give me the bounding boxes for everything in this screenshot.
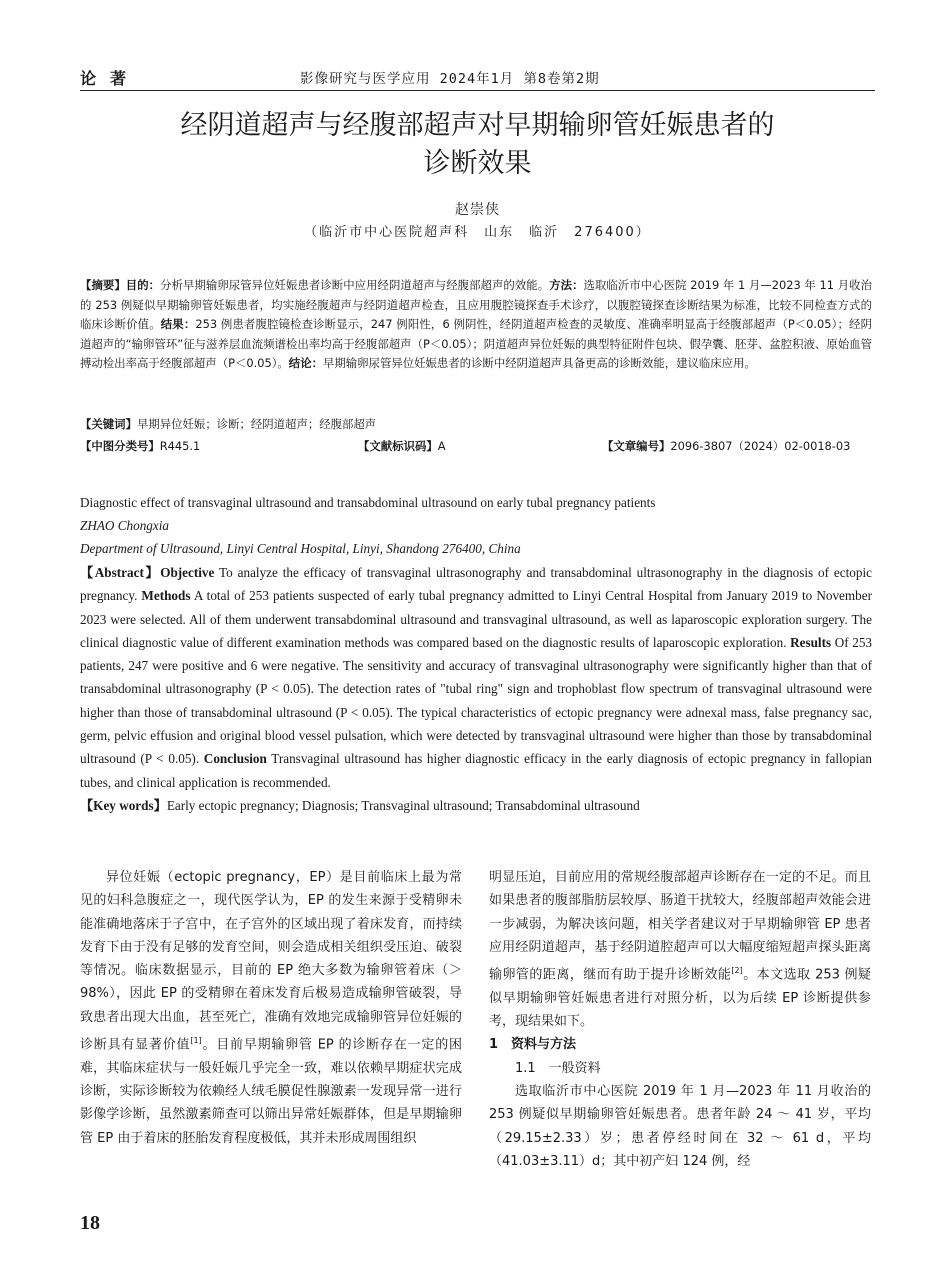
doc-value: A <box>437 439 446 453</box>
citation-ref: [2] <box>731 966 743 976</box>
english-affiliation: Department of Ultrasound, Linyi Central Hospital, Linyi, Shandong 276400, China <box>80 541 521 556</box>
author-affiliation: （临沂市中心医院超声科 山东 临沂 276400） <box>304 225 651 240</box>
conclusion-text: 早期输卵尿管异位妊娠患者的诊断中经阴道超声具备更高的诊断效能，建议临床应用。 <box>322 356 756 371</box>
abstract-chinese <box>80 276 872 374</box>
keywords-text: 早期异位妊娠；诊断；经阴道超声；经腹部超声 <box>136 417 377 431</box>
english-abstract-block <box>80 492 872 818</box>
author-name: 赵崇侠 <box>455 202 500 218</box>
paragraph-text: 。本文选取 253 例疑似早期输卵管妊娠患者进行对照分析，以为后续 EP 诊断提供参考，现结果如下。 <box>489 967 871 1030</box>
keywords-label: 【关键词】 <box>80 417 137 431</box>
article-title <box>80 107 875 183</box>
en-keywords-text: Early ectopic pregnancy; Diagnosis; Transvaginal ultrasound; Transabdominal ultrasound <box>166 797 640 813</box>
classification-row <box>80 438 872 458</box>
english-title: Diagnostic effect of transvaginal ultrasound and transabdominal ultrasound on early tubal pregnancy patients <box>80 495 656 510</box>
methods-text: 选取临沂市中心医院 2019 年 1 月—2023 年 11 月收治的 253 例疑似早期输卵管妊娠患者，均实施经腹超声与经阴道超声检查，且应用腹腔镜探查手术诊疗，以腹腔镜探查诊断结果为标准，比较不同检查方式的临床诊断价值。 <box>80 278 872 332</box>
methods-label: 方法： <box>549 278 584 292</box>
clc-label: 【中图分类号】 <box>80 439 160 453</box>
body-paragraph <box>489 866 871 1033</box>
objective-label: 目的： <box>125 278 161 292</box>
clc-number <box>80 438 200 454</box>
subsection-heading: 1.1 一般资料 <box>515 1060 601 1076</box>
section-label: 论著 <box>80 69 141 88</box>
doc-label: 【文献标识码】 <box>358 439 438 453</box>
en-methods-label: Methods <box>141 588 191 604</box>
body-column-left <box>80 866 462 1150</box>
en-objective-text: To analyze the efficacy of transvaginal ultrasonography and transabdominal ultrasonography in the diagnosis of ectopic pregnancy. <box>80 565 872 604</box>
en-keywords-label: 【Key words】 <box>80 797 167 813</box>
body-paragraph: 选取临沂市中心医院 2019 年 1 月—2023 年 11 月收治的 253 例疑似早期输卵管妊娠患者。患者年龄 24 ～ 41 岁，平均（29.15±2.33）岁；患者停经时间在 32 ～ 61 d，平均（41.03±3.11）d；其中初产妇 124 例，经 <box>489 1084 871 1169</box>
article-number <box>602 438 850 454</box>
english-abstract <box>80 561 872 794</box>
results-label: 结果： <box>160 317 196 332</box>
body-column-right <box>489 866 871 1173</box>
art-label: 【文章编号】 <box>602 439 671 453</box>
en-objective-label: Objective <box>160 565 215 580</box>
journal-info: 影像研究与医学应用 2024年1月 第8卷第2期 <box>300 71 600 87</box>
title-line-2: 诊断效果 <box>423 148 532 179</box>
en-abstract-label: 【Abstract】 <box>80 565 161 580</box>
en-results-text: Of 253 patients, 247 were positive and 6 were negative. The sensitivity and accuracy of transvaginal ultrasonography were significantly higher than that of transabdominal ultrasonography (P < 0.05). The detection rates of "tubal ring" sign and trophoblast flow spectrum of transvaginal ultrasound were higher than those of transabdominal ultrasound (P < 0.05). The typical characteristics of ectopic pregnancy were adnexal mass, false pregnancy sac, germ, pelvic effusion and original blood vessel pulsation, which were detected by transvaginal ultrasound were higher than those by transabdominal ultrasound (P < 0.05). <box>80 634 873 767</box>
results-text: 253 例患者腹腔镜检查诊断显示，247 例阳性，6 例阴性，经阴道超声检查的灵敏度、准确率明显高于经腹部超声（P＜0.05）；经阴道超声的“输卵管环”征与滋养层血流频谱检出率均高于经腹部超声（P＜0.05）；阴道超声异位妊娠的典型特征附件包块、假孕囊、胚芽、盆腔积液、原始血管搏动检出率高于经腹部超声（P＜0.05）。 <box>80 317 872 371</box>
en-conclusion-text: Transvaginal ultrasound has higher diagnostic efficacy in the early diagnosis of ectopic pregnancy in fallopian tubes, and clinical application is recommended. <box>80 751 872 790</box>
body-paragraph <box>80 866 462 1150</box>
keywords-chinese <box>80 414 872 434</box>
running-header <box>80 64 875 91</box>
objective-text: 分析早期输卵尿管异位妊娠患者诊断中应用经阴道超声与经腹部超声的效能。 <box>160 278 550 292</box>
english-keywords <box>80 794 872 818</box>
citation-ref: [1] <box>190 1036 202 1046</box>
en-methods-text: A total of 253 patients suspected of early tubal pregnancy admitted to Linyi Central Hospital from January 2019 to November 2023 were selected. All of them underwent transabdominal ultrasound and transvaginal ultrasound, as well as laparoscopic exploration surgery. The clinical diagnostic value of different examination methods was compared based on the diagnostic results of laparoscopic exploration. <box>80 588 872 650</box>
paragraph-text: 异位妊娠（ectopic pregnancy，EP）是目前临床上最为常见的妇科急腹症之一，现代医学认为，EP 的发生来源于受精卵未能准确地落床于子宫中，在子宫外的区域出现了着床发育，而持续发育下由于没有足够的发育空间，则会造成相关组织受压迫、破裂等情况。临床数据显示，目前的 EP 绝大多数为输卵管着床（＞98%），因此 EP 的受精卵在着床发育后极易造成输卵管破裂，导致患者出现大出血，甚至死亡，准确有效地完成输卵管异位妊娠的诊断具有显著价值 <box>80 870 462 1053</box>
paragraph-text: 。目前早期输卵管 EP 的诊断存在一定的困难，其临床症状与一般妊娠几乎完全一致，难以依赖早期症状完成诊断，实际诊断较为依赖经人绒毛膜促性腺激素一发现异常一进行影像学诊断，虽然激素筛查可以筛出异常妊娠群体，但是早期输卵管 EP 由于着床的胚胎发育程度极低，其并未形成周围组织 <box>80 1037 462 1146</box>
page-number: 18 <box>80 1212 100 1234</box>
en-conclusion-label: Conclusion <box>203 751 267 767</box>
en-results-label: Results <box>790 634 832 650</box>
english-author: ZHAO Chongxia <box>80 518 170 533</box>
section-heading: 1 资料与方法 <box>489 1037 577 1053</box>
document-code <box>358 438 446 454</box>
abstract-label: 【摘要】 <box>80 278 126 292</box>
title-line-1: 经阴道超声与经腹部超声对早期输卵管妊娠患者的 <box>180 110 775 141</box>
clc-value: R445.1 <box>159 439 201 453</box>
art-value: 2096-3807（2024）02-0018-03 <box>670 439 851 453</box>
conclusion-label: 结论： <box>288 356 323 371</box>
paragraph-text: 明显压迫，目前应用的常规经腹部超声诊断存在一定的不足。而且如果患者的腹部脂肪层较厚、肠道干扰较大，经腹部超声效能会进一步减弱，为解决该问题，相关学者建议对于早期输卵管 EP 患者应用经阴道超声，基于经阴道腔超声可以大幅度缩短超声探头距离输卵管的距离，继而有助于提升诊断效能 <box>489 870 871 983</box>
